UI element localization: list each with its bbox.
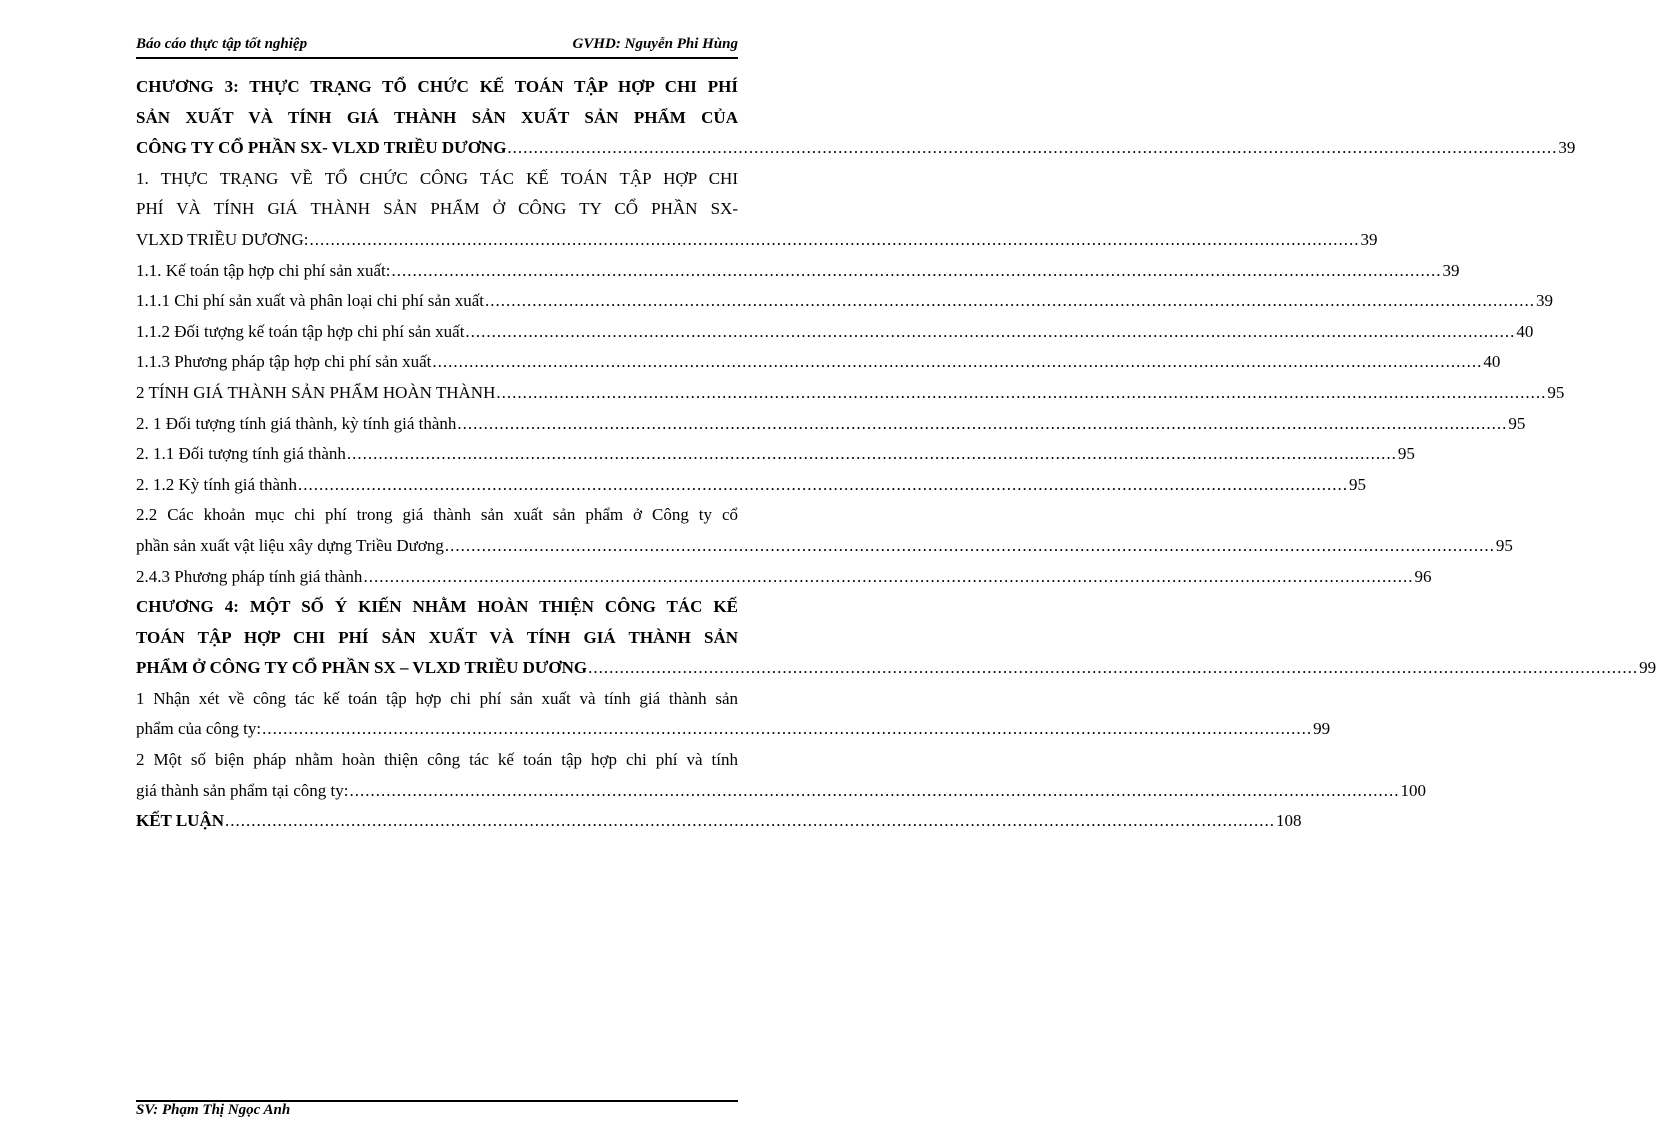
toc-page-number: 96 [1414, 566, 1432, 586]
toc-entry[interactable] [136, 286, 1553, 317]
toc-entry-title: VLXD TRIỀU DƯƠNG: [136, 229, 309, 249]
toc-entry-title: CÔNG TY CỔ PHẦN SX- VLXD TRIỀU DƯƠNG [136, 138, 507, 158]
toc-leader-dots: ........................................................................................................................................................................................................ [432, 352, 1483, 372]
toc-page-number: 39 [1442, 260, 1460, 280]
toc-entry-line: PHÍ VÀ TÍNH GIÁ THÀNH SẢN PHẨM Ở CÔNG TY CỔ PHẦN SX- [136, 199, 738, 219]
toc-entry-title: 2. 1.1 Đối tượng tính giá thành [136, 444, 346, 464]
toc-page-number: 95 [1547, 382, 1565, 402]
toc-entry[interactable] [136, 500, 1513, 561]
toc-entry-title: 1.1.3 Phương pháp tập hợp chi phí sản xuất [136, 352, 432, 372]
toc-leader-dots: ........................................................................................................................................................................................................ [262, 719, 1313, 739]
toc-entry[interactable] [136, 347, 1501, 378]
header-advisor: GVHD: Nguyễn Phi Hùng [572, 36, 738, 52]
toc-page-number: 95 [1495, 535, 1513, 555]
toc-entry-title: giá thành sản phẩm tại công ty: [136, 780, 349, 800]
toc-leader-dots: ........................................................................................................................................................................................................ [465, 321, 1516, 341]
toc-page-number: 40 [1516, 321, 1534, 341]
toc-leader-dots: ........................................................................................................................................................................................................ [363, 566, 1414, 586]
toc-page-number: 39 [1558, 138, 1576, 158]
toc-entry-title: 1.1. Kế toán tập hợp chi phí sản xuất: [136, 260, 391, 280]
toc-leader-dots: ........................................................................................................................................................................................................ [484, 291, 1535, 311]
toc-page-number: 95 [1349, 474, 1367, 494]
toc-entry[interactable] [136, 378, 1565, 409]
page-footer [136, 1102, 290, 1119]
toc-page-number: 99 [1313, 719, 1331, 739]
toc-entry-title: PHẨM Ở CÔNG TY CỔ PHẦN SX – VLXD TRIỀU DƯƠNG [136, 658, 588, 678]
toc-page-number: 39 [1360, 229, 1378, 249]
toc-page-number: 40 [1483, 352, 1501, 372]
toc-entry-title: 1.1.1 Chi phí sản xuất và phân loại chi phí sản xuất [136, 291, 484, 311]
toc-page-number: 95 [1508, 413, 1526, 433]
toc-entry[interactable] [136, 72, 1576, 164]
toc-leader-dots: ........................................................................................................................................................................................................ [298, 474, 1349, 494]
toc-entry-line: 2.2 Các khoản mục chi phí trong giá thành sản xuất sản phẩm ở Công ty cổ [136, 505, 738, 525]
toc-entry-line: 2 Một số biện pháp nhằm hoàn thiện công tác kế toán tập hợp chi phí và tính [136, 750, 738, 770]
toc-entry-title: KẾT LUẬN [136, 811, 225, 831]
header-report-title: Báo cáo thực tập tốt nghiệp [136, 36, 308, 52]
toc-page-number: 100 [1400, 780, 1426, 800]
toc-entry-title: 1.1.2 Đối tượng kế toán tập hợp chi phí sản xuất [136, 321, 465, 341]
toc-entry[interactable] [136, 806, 1302, 837]
toc-leader-dots: ........................................................................................................................................................................................................ [309, 229, 1360, 249]
toc-leader-dots: ........................................................................................................................................................................................................ [444, 535, 1495, 555]
toc-leader-dots: ........................................................................................................................................................................................................ [346, 444, 1397, 464]
toc-entry[interactable] [136, 745, 1426, 806]
toc-entry-title: 2. 1 Đối tượng tính giá thành, kỳ tính giá thành [136, 413, 457, 433]
toc-leader-dots: ........................................................................................................................................................................................................ [225, 811, 1276, 831]
toc-entry-title: phẩm của công ty: [136, 719, 262, 739]
toc-page-number: 39 [1535, 291, 1553, 311]
toc-leader-dots: ........................................................................................................................................................................................................ [588, 658, 1639, 678]
toc-entry-title: phần sản xuất vật liệu xây dựng Triều Dương [136, 535, 444, 555]
toc-entry-line: 1 Nhận xét về công tác kế toán tập hợp chi phí sản xuất và tính giá thành sản [136, 688, 738, 708]
toc-entry-line: 1. THỰC TRẠNG VỀ TỔ CHỨC CÔNG TÁC KẾ TOÁN TẬP HỢP CHI [136, 168, 738, 188]
toc-entry-line: CHƯƠNG 4: MỘT SỐ Ý KIẾN NHẰM HOÀN THIỆN CÔNG TÁC KẾ [136, 597, 738, 617]
toc-entry[interactable] [136, 256, 1460, 287]
toc-page-number: 99 [1639, 658, 1656, 678]
footer-student-name: SV: Phạm Thị Ngọc Anh [136, 1102, 291, 1118]
toc-entry[interactable] [136, 409, 1526, 440]
toc-entry-title: 2.4.3 Phương pháp tính giá thành [136, 566, 363, 586]
toc-entry[interactable] [136, 164, 1378, 256]
toc-entry[interactable] [136, 317, 1534, 348]
toc-leader-dots: ........................................................................................................................................................................................................ [349, 780, 1400, 800]
toc-leader-dots: ........................................................................................................................................................................................................ [391, 260, 1442, 280]
toc-entry[interactable] [136, 562, 1432, 593]
page-header [136, 36, 738, 56]
toc-entry-title: 2. 1.2 Kỳ tính giá thành [136, 474, 298, 494]
header-divider [136, 57, 738, 59]
toc-entry-line: TOÁN TẬP HỢP CHI PHÍ SẢN XUẤT VÀ TÍNH GIÁ THÀNH SẢN [136, 627, 738, 647]
toc-entry[interactable] [136, 684, 1331, 745]
table-of-contents [136, 72, 1656, 837]
toc-entry-title: 2 TÍNH GIÁ THÀNH SẢN PHẨM HOÀN THÀNH [136, 382, 496, 402]
toc-entry-line: SẢN XUẤT VÀ TÍNH GIÁ THÀNH SẢN XUẤT SẢN PHẨM CỦA [136, 107, 738, 127]
toc-entry[interactable] [136, 470, 1367, 501]
toc-entry[interactable] [136, 439, 1415, 470]
toc-entry[interactable] [136, 592, 1656, 684]
toc-page-number: 108 [1276, 811, 1302, 831]
toc-leader-dots: ........................................................................................................................................................................................................ [496, 382, 1547, 402]
toc-page-number: 95 [1397, 444, 1415, 464]
toc-entry-line: CHƯƠNG 3: THỰC TRẠNG TỔ CHỨC KẾ TOÁN TẬP HỢP CHI PHÍ [136, 77, 738, 96]
toc-leader-dots: ........................................................................................................................................................................................................ [507, 138, 1558, 158]
toc-leader-dots: ........................................................................................................................................................................................................ [457, 413, 1508, 433]
